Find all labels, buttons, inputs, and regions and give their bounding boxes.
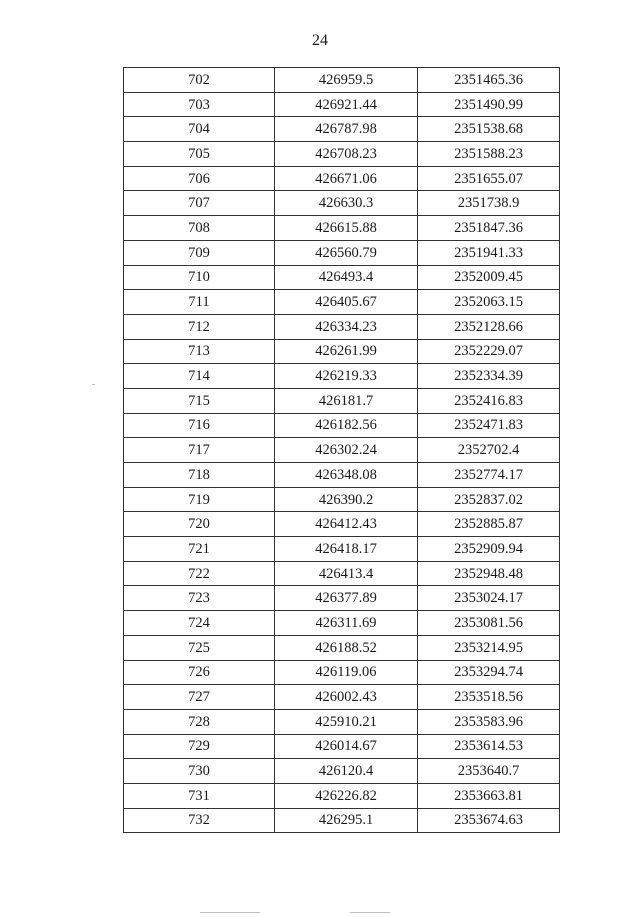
y-coordinate-cell: 2352774.17 — [418, 463, 560, 488]
x-coordinate-cell: 426615.88 — [275, 216, 418, 241]
table-row — [124, 808, 560, 833]
table-row — [124, 191, 560, 216]
table-row — [124, 685, 560, 710]
y-coordinate-cell: 2353663.81 — [418, 783, 560, 808]
table-row — [124, 364, 560, 389]
x-coordinate-cell: 426493.4 — [275, 265, 418, 290]
y-coordinate-cell: 2352229.07 — [418, 339, 560, 364]
table-row — [124, 759, 560, 784]
point-number-cell: 710 — [124, 265, 275, 290]
table-row — [124, 290, 560, 315]
coordinates-table-container — [123, 67, 559, 833]
point-number-cell: 717 — [124, 438, 275, 463]
y-coordinate-cell: 2351847.36 — [418, 216, 560, 241]
point-number-cell: 727 — [124, 685, 275, 710]
x-coordinate-cell: 426226.82 — [275, 783, 418, 808]
x-coordinate-cell: 426295.1 — [275, 808, 418, 833]
x-coordinate-cell: 426219.33 — [275, 364, 418, 389]
point-number-cell: 721 — [124, 537, 275, 562]
scan-speck — [350, 912, 390, 913]
point-number-cell: 720 — [124, 512, 275, 537]
x-coordinate-cell: 426405.67 — [275, 290, 418, 315]
y-coordinate-cell: 2353640.7 — [418, 759, 560, 784]
table-row — [124, 388, 560, 413]
y-coordinate-cell: 2351538.68 — [418, 117, 560, 142]
x-coordinate-cell: 426188.52 — [275, 635, 418, 660]
x-coordinate-cell: 426181.7 — [275, 388, 418, 413]
y-coordinate-cell: 2351490.99 — [418, 92, 560, 117]
x-coordinate-cell: 426377.89 — [275, 586, 418, 611]
x-coordinate-cell: 426787.98 — [275, 117, 418, 142]
x-coordinate-cell: 426348.08 — [275, 463, 418, 488]
y-coordinate-cell: 2352885.87 — [418, 512, 560, 537]
x-coordinate-cell: 426120.4 — [275, 759, 418, 784]
y-coordinate-cell: 2352909.94 — [418, 537, 560, 562]
y-coordinate-cell: 2352837.02 — [418, 487, 560, 512]
point-number-cell: 714 — [124, 364, 275, 389]
point-number-cell: 723 — [124, 586, 275, 611]
point-number-cell: 722 — [124, 561, 275, 586]
x-coordinate-cell: 426014.67 — [275, 734, 418, 759]
point-number-cell: 709 — [124, 240, 275, 265]
table-row — [124, 117, 560, 142]
table-row — [124, 512, 560, 537]
table-row — [124, 240, 560, 265]
y-coordinate-cell: 2353674.63 — [418, 808, 560, 833]
y-coordinate-cell: 2351655.07 — [418, 166, 560, 191]
x-coordinate-cell: 426412.43 — [275, 512, 418, 537]
scan-speck — [92, 384, 95, 385]
table-row — [124, 635, 560, 660]
table-row — [124, 314, 560, 339]
table-row — [124, 68, 560, 93]
y-coordinate-cell: 2353518.56 — [418, 685, 560, 710]
y-coordinate-cell: 2352702.4 — [418, 438, 560, 463]
point-number-cell: 703 — [124, 92, 275, 117]
x-coordinate-cell: 426671.06 — [275, 166, 418, 191]
table-row — [124, 586, 560, 611]
table-row — [124, 561, 560, 586]
y-coordinate-cell: 2352948.48 — [418, 561, 560, 586]
y-coordinate-cell: 2353081.56 — [418, 611, 560, 636]
point-number-cell: 725 — [124, 635, 275, 660]
x-coordinate-cell: 426413.4 — [275, 561, 418, 586]
x-coordinate-cell: 426119.06 — [275, 660, 418, 685]
point-number-cell: 707 — [124, 191, 275, 216]
y-coordinate-cell: 2352063.15 — [418, 290, 560, 315]
y-coordinate-cell: 2353614.53 — [418, 734, 560, 759]
x-coordinate-cell: 426302.24 — [275, 438, 418, 463]
table-row — [124, 783, 560, 808]
point-number-cell: 732 — [124, 808, 275, 833]
y-coordinate-cell: 2351738.9 — [418, 191, 560, 216]
point-number-cell: 713 — [124, 339, 275, 364]
x-coordinate-cell: 426560.79 — [275, 240, 418, 265]
point-number-cell: 706 — [124, 166, 275, 191]
x-coordinate-cell: 426002.43 — [275, 685, 418, 710]
y-coordinate-cell: 2353294.74 — [418, 660, 560, 685]
coordinates-table — [123, 67, 560, 833]
table-row — [124, 216, 560, 241]
point-number-cell: 712 — [124, 314, 275, 339]
y-coordinate-cell: 2353024.17 — [418, 586, 560, 611]
point-number-cell: 711 — [124, 290, 275, 315]
y-coordinate-cell: 2353583.96 — [418, 709, 560, 734]
table-row — [124, 611, 560, 636]
y-coordinate-cell: 2352334.39 — [418, 364, 560, 389]
y-coordinate-cell: 2352416.83 — [418, 388, 560, 413]
x-coordinate-cell: 426334.23 — [275, 314, 418, 339]
y-coordinate-cell: 2352009.45 — [418, 265, 560, 290]
x-coordinate-cell: 426261.99 — [275, 339, 418, 364]
x-coordinate-cell: 426708.23 — [275, 142, 418, 167]
point-number-cell: 702 — [124, 68, 275, 93]
y-coordinate-cell: 2353214.95 — [418, 635, 560, 660]
scan-speck — [200, 912, 260, 913]
point-number-cell: 731 — [124, 783, 275, 808]
y-coordinate-cell: 2351465.36 — [418, 68, 560, 93]
point-number-cell: 708 — [124, 216, 275, 241]
coordinates-table-body — [124, 68, 560, 833]
table-row — [124, 709, 560, 734]
table-row — [124, 339, 560, 364]
page-number: 24 — [312, 32, 328, 49]
point-number-cell: 718 — [124, 463, 275, 488]
y-coordinate-cell: 2352471.83 — [418, 413, 560, 438]
table-row — [124, 142, 560, 167]
x-coordinate-cell: 426959.5 — [275, 68, 418, 93]
point-number-cell: 716 — [124, 413, 275, 438]
point-number-cell: 728 — [124, 709, 275, 734]
y-coordinate-cell: 2351588.23 — [418, 142, 560, 167]
point-number-cell: 704 — [124, 117, 275, 142]
x-coordinate-cell: 426311.69 — [275, 611, 418, 636]
x-coordinate-cell: 425910.21 — [275, 709, 418, 734]
table-row — [124, 660, 560, 685]
x-coordinate-cell: 426390.2 — [275, 487, 418, 512]
x-coordinate-cell: 426630.3 — [275, 191, 418, 216]
point-number-cell: 719 — [124, 487, 275, 512]
x-coordinate-cell: 426418.17 — [275, 537, 418, 562]
table-row — [124, 265, 560, 290]
point-number-cell: 730 — [124, 759, 275, 784]
table-row — [124, 438, 560, 463]
point-number-cell: 729 — [124, 734, 275, 759]
table-row — [124, 487, 560, 512]
table-row — [124, 166, 560, 191]
table-row — [124, 92, 560, 117]
point-number-cell: 715 — [124, 388, 275, 413]
table-row — [124, 734, 560, 759]
y-coordinate-cell: 2352128.66 — [418, 314, 560, 339]
y-coordinate-cell: 2351941.33 — [418, 240, 560, 265]
table-row — [124, 537, 560, 562]
point-number-cell: 705 — [124, 142, 275, 167]
table-row — [124, 463, 560, 488]
point-number-cell: 726 — [124, 660, 275, 685]
point-number-cell: 724 — [124, 611, 275, 636]
x-coordinate-cell: 426921.44 — [275, 92, 418, 117]
table-row — [124, 413, 560, 438]
x-coordinate-cell: 426182.56 — [275, 413, 418, 438]
